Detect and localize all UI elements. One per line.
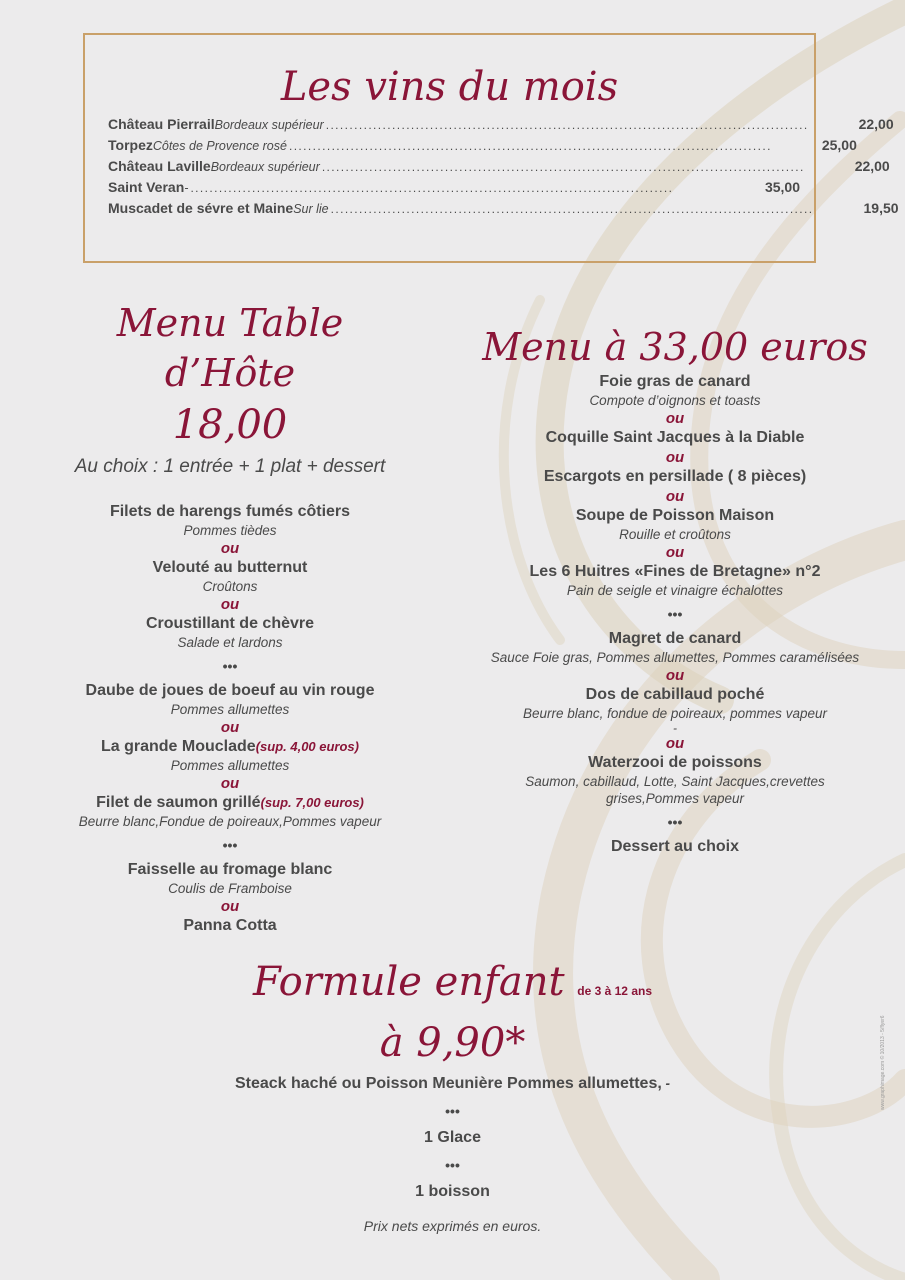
wine-row xyxy=(108,116,894,137)
dish-name: Faisselle au fromage blanc xyxy=(127,861,333,878)
dot-leader: ...................................................................................................... xyxy=(325,118,809,132)
dish-name: Filets de harengs fumés côtiers xyxy=(109,503,351,520)
wine-desc: Bordeaux supérieur xyxy=(214,118,324,132)
menu-table-hote xyxy=(50,298,410,936)
menu-title: Menu à 33,00 euros xyxy=(482,325,868,369)
wine-name: Muscadet de sévre et Maine xyxy=(108,200,294,216)
or-separator: ou xyxy=(665,735,685,752)
dash-separator: - xyxy=(661,1076,671,1091)
dish-desc: Pommes allumettes xyxy=(170,758,290,773)
dish-name: Magret de canard xyxy=(608,630,742,647)
menu-price: 18,00 xyxy=(172,402,288,448)
course-separator: ••• xyxy=(445,1103,460,1119)
dish-name xyxy=(50,793,410,813)
copyright-note: www.graphimage.com © 10/2013 - 5/flyer6 xyxy=(880,1015,886,1110)
dish-name: Velouté au butternut xyxy=(152,559,308,576)
dish-name: Les 6 Huitres «Fines de Bretagne» n°2 xyxy=(529,563,821,580)
wine-desc: Côtes de Provence rosé xyxy=(152,139,287,153)
dish-desc: Pommes tièdes xyxy=(183,523,277,538)
course-separator: ••• xyxy=(222,837,238,853)
dish-desc: Pain de seigle et vinaigre échalottes xyxy=(566,583,784,598)
dish-name: Daube de joues de boeuf au vin rouge xyxy=(85,682,375,699)
wines-title: Les vins du mois xyxy=(280,64,619,110)
dish-name: Coquille Saint Jacques à la Diable xyxy=(545,429,805,446)
supplement: (sup. 4,00 euros) xyxy=(255,739,359,754)
course-separator: ••• xyxy=(667,814,683,830)
enfant-title-line xyxy=(0,955,905,1018)
menu-title: Menu Table d’Hôte xyxy=(116,301,344,395)
or-separator: ou xyxy=(665,449,685,466)
or-separator: ou xyxy=(665,410,685,427)
enfant-boisson: 1 boisson xyxy=(415,1183,490,1200)
enfant-age-range: de 3 à 12 ans xyxy=(577,984,652,998)
wine-desc: - xyxy=(184,181,189,195)
enfant-price: à 9,90* xyxy=(379,1020,526,1066)
wine-list xyxy=(108,116,899,221)
or-separator: ou xyxy=(220,596,240,613)
or-separator: ou xyxy=(220,719,240,736)
formule-enfant xyxy=(0,955,905,1234)
wine-name: Torpez xyxy=(108,137,153,153)
dish-desc: Rouille et croûtons xyxy=(619,527,731,542)
dessert-choice: Dessert au choix xyxy=(610,838,740,855)
dish-name: Dos de cabillaud poché xyxy=(585,686,765,703)
menu-33-euros xyxy=(475,322,875,857)
wine-desc: Bordeaux supérieur xyxy=(210,160,320,174)
dish-title: Filet de saumon grillé xyxy=(96,794,261,811)
dish-desc: Coulis de Framboise xyxy=(168,881,292,896)
dish-name xyxy=(50,737,410,757)
dish-name: Waterzooi de poissons xyxy=(588,754,762,771)
dish-desc: Sauce Foie gras, Pommes allumettes, Pommes caramélisées xyxy=(490,650,860,665)
wine-row xyxy=(108,158,890,179)
wine-row xyxy=(108,200,899,221)
dish-desc-continued: grises,Pommes vapeur xyxy=(605,791,745,806)
menu-subtitle: Au choix : 1 entrée + 1 plat + dessert xyxy=(74,456,386,477)
dash-separator: - xyxy=(673,721,677,735)
or-separator: ou xyxy=(220,540,240,557)
wine-name: Château Pierrail xyxy=(108,116,215,132)
dish-name: Foie gras de canard xyxy=(599,373,751,390)
or-separator: ou xyxy=(220,775,240,792)
or-separator: ou xyxy=(665,544,685,561)
wine-name: Château Laville xyxy=(108,158,211,174)
dot-leader: ...................................................................................................... xyxy=(288,139,772,153)
dish-desc: Pommes allumettes xyxy=(170,702,290,717)
wine-desc: Sur lie xyxy=(293,202,329,216)
enfant-plat xyxy=(0,1074,905,1094)
dish-desc: Saumon, cabillaud, Lotte, Saint Jacques,crevettes xyxy=(525,774,825,789)
wine-row xyxy=(108,137,857,158)
dish-desc: Croûtons xyxy=(202,579,258,594)
enfant-glace: 1 Glace xyxy=(424,1129,481,1146)
course-separator: ••• xyxy=(222,658,238,674)
dish-name: Soupe de Poisson Maison xyxy=(575,507,775,524)
supplement: (sup. 7,00 euros) xyxy=(260,795,364,810)
course-separator: ••• xyxy=(667,606,683,622)
enfant-plat-text: Steack haché ou Poisson Meunière Pommes allumettes, xyxy=(234,1075,662,1092)
dish-desc: Compote d’oignons et toasts xyxy=(589,393,761,408)
wine-name: Saint Veran xyxy=(108,179,185,195)
or-separator: ou xyxy=(220,898,240,915)
price-note: Prix nets exprimés en euros. xyxy=(363,1218,542,1234)
dish-desc: Salade et lardons xyxy=(177,635,283,650)
dish-name: Croustillant de chèvre xyxy=(145,615,315,632)
dish-name: Panna Cotta xyxy=(183,917,277,934)
wine-row xyxy=(108,179,800,200)
dish-desc: Beurre blanc,Fondue de poireaux,Pommes vapeur xyxy=(78,814,382,829)
course-separator: ••• xyxy=(445,1157,460,1173)
dish-name: Escargots en persillade ( 8 pièces) xyxy=(543,468,807,485)
or-separator: ou xyxy=(665,488,685,505)
or-separator: ou xyxy=(665,667,685,684)
wine-price: 19,50 xyxy=(863,200,899,216)
wine-price: 25,00 xyxy=(821,137,857,153)
wine-price: 22,00 xyxy=(858,116,894,132)
dot-leader: ...................................................................................................... xyxy=(190,181,674,195)
wine-price: 22,00 xyxy=(854,158,890,174)
dish-title: La grande Mouclade xyxy=(100,738,256,755)
dish-desc: Beurre blanc, fondue de poireaux, pommes vapeur xyxy=(523,706,827,721)
dot-leader: ...................................................................................................... xyxy=(330,202,814,216)
wines-of-month-box xyxy=(83,33,899,263)
enfant-title: Formule enfant xyxy=(253,959,565,1005)
dot-leader: ...................................................................................................... xyxy=(321,160,805,174)
wine-price: 35,00 xyxy=(764,179,800,195)
